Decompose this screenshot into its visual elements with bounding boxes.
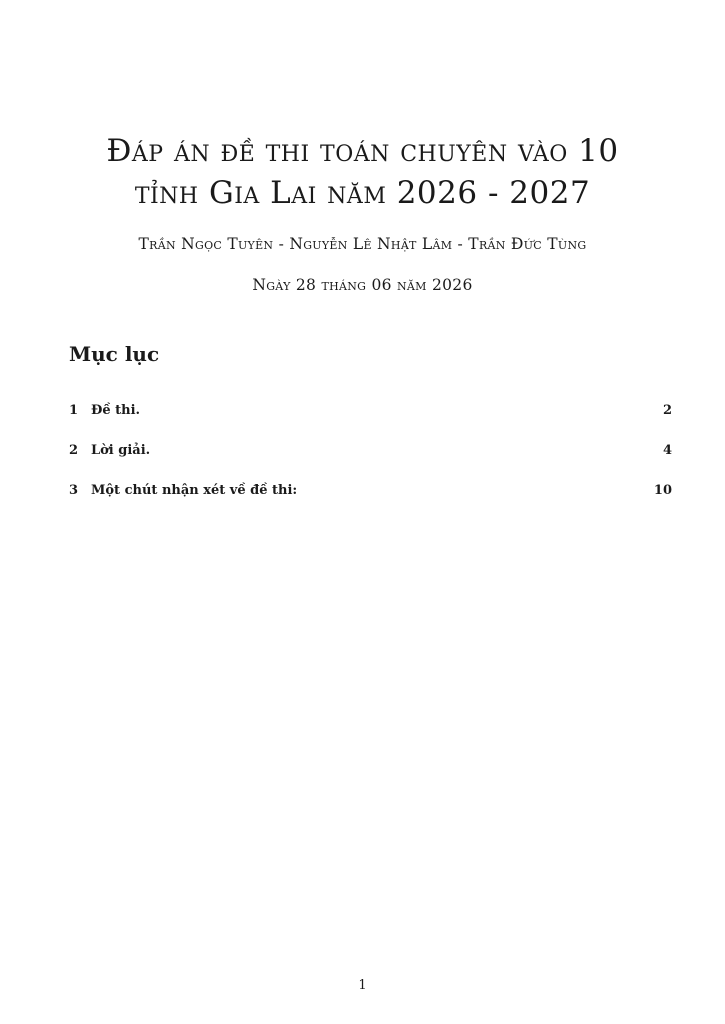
document-title-line-2: tỉnh Gia Lai năm 2026 - 2027 <box>134 175 591 211</box>
toc-entry-page[interactable]: 2 <box>662 403 672 418</box>
toc-entry-number: 2 <box>69 443 79 458</box>
toc-entry-label[interactable]: Đề thi. <box>91 403 141 418</box>
toc-heading: Mục lục <box>69 342 160 366</box>
toc-entry-number: 3 <box>69 483 79 498</box>
page-number: 1 <box>358 978 367 993</box>
toc-entry-page[interactable]: 10 <box>653 483 672 498</box>
toc-entry-loi-giai[interactable] <box>69 443 672 461</box>
toc-entry-label[interactable]: Một chút nhận xét về đề thi: <box>91 483 298 498</box>
document-authors: Trần Ngọc Tuyên - Nguyễn Lê Nhật Lâm - Trần Đức Tùng <box>138 235 587 253</box>
document-date: Ngày 28 tháng 06 năm 2026 <box>252 276 473 294</box>
toc-entry-number: 1 <box>69 403 79 418</box>
toc-entry-page[interactable]: 4 <box>662 443 672 458</box>
toc-entry-nhan-xet[interactable] <box>69 483 672 501</box>
toc-entry-de-thi[interactable] <box>69 403 672 421</box>
document-title-line-1: Đáp án đề thi toán chuyên vào 10 <box>106 133 619 169</box>
toc-entry-label[interactable]: Lời giải. <box>91 443 151 458</box>
